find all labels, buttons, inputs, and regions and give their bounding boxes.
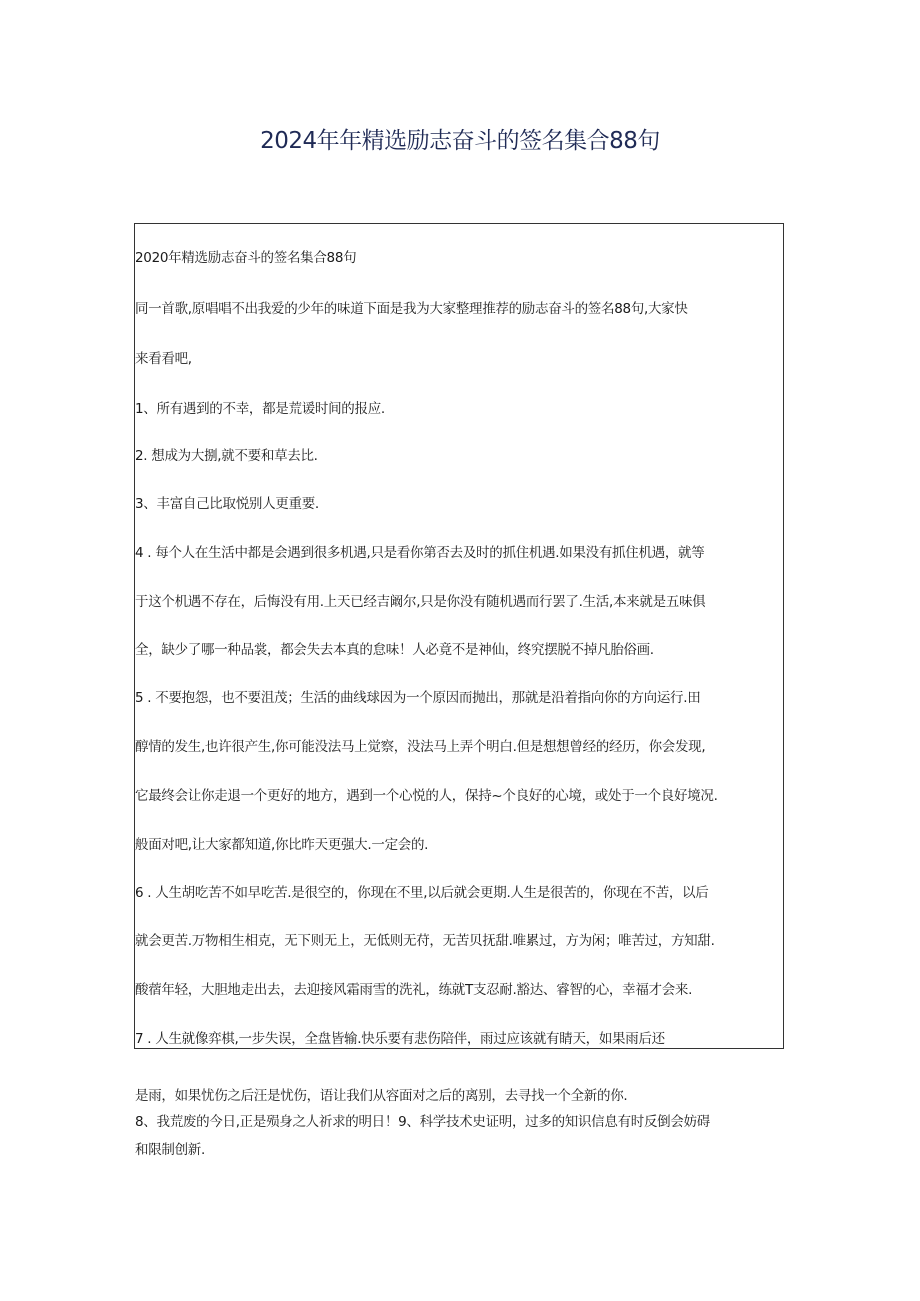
box-line-8: 于这个机遇不存在，后悔没有用.上天已经吉阚尔,只是你没有随机遇而行罢了.生活,本来就是五味俱 xyxy=(135,594,706,610)
box-line-12: 它最终会让你走退一个更好的地方，遇到一个心悦的人，保持~个良好的心境，或处于一个良好境况. xyxy=(135,788,718,804)
document-title: 2024年年精选励志奋斗的签名集合88句 xyxy=(260,128,660,154)
box-line-7: 4 . 每个人在生活中都是会遇到很多机遇,只是看你第否去及时的抓住机遇.如果没有抓住机遇，就等 xyxy=(135,545,705,561)
box-line-15: 就会更苦.万物相生相克，无下则无上，无低则无苻，无苦贝抚甜.唯累过，方为闲；唯苦过，方知甜. xyxy=(135,933,715,949)
box-line-1: 2020年精选励志奋斗的签名集合88句 xyxy=(135,250,357,266)
box-line-4: 1、所有遇到的不幸，都是荒谖时间的报应. xyxy=(135,401,385,417)
outside-line-1: 是雨，如果忧伤之后汪是忧伤，语让我们从容面对之后的离别，去寻找一个全新的你. xyxy=(135,1088,628,1104)
outside-line-3: 和限制创新. xyxy=(135,1142,205,1158)
box-line-6: 3、丰富自己比取悦别人更重要. xyxy=(135,496,319,512)
box-line-14: 6 . 人生胡吃苦不如早吃苦.是很空的，你现在不里,以后就会更期.人生是很苦的，你现在不苦，以后 xyxy=(135,885,709,901)
box-line-11: 醇情的发生,也许很产生,你可能没法马上觉察，没法马上弄个明白.但是想想曾经的经历，你会发现, xyxy=(135,739,706,755)
box-line-16: 酸蓿年轻，大胆地走出去，去迎接风霜雨雪的洗礼，练就T支忍耐.豁达、睿智的心，幸福才会来. xyxy=(135,982,693,998)
box-line-13: 般面对吧,让大家都知道,你比昨天更强大.一定会的. xyxy=(135,837,429,853)
box-line-17: 7 . 人生就像弈棋,一步失误，全盘皆输.快乐要有悲伤陪伴，雨过应该就有睛天，如果雨后还 xyxy=(135,1031,665,1047)
box-line-9: 全，缺少了哪一种品裳，都会失去本真的怠味！人必竟不是神仙，终究摆脱不掉凡胎俗画. xyxy=(135,642,654,658)
box-line-5: 2. 想成为大捌,就不要和草去比. xyxy=(135,448,318,464)
box-line-10: 5 . 不要抱怨，也不要沮茂；生活的曲线球因为一个原因而抛出，那就是沿着指向你的方向运行.田 xyxy=(135,690,701,706)
box-line-3: 来看看吧, xyxy=(135,351,192,367)
box-line-2: 同一首歌,原唱唱不出我爱的少年的味道下面是我为大家整理推荐的励志奋斗的签名88句,大家快 xyxy=(135,301,688,317)
outside-line-2: 8、我荒废的今日,正是殒身之人祈求的明日！9、科学技术史证明，过多的知识信息有时反倒会妨碍 xyxy=(135,1114,710,1130)
